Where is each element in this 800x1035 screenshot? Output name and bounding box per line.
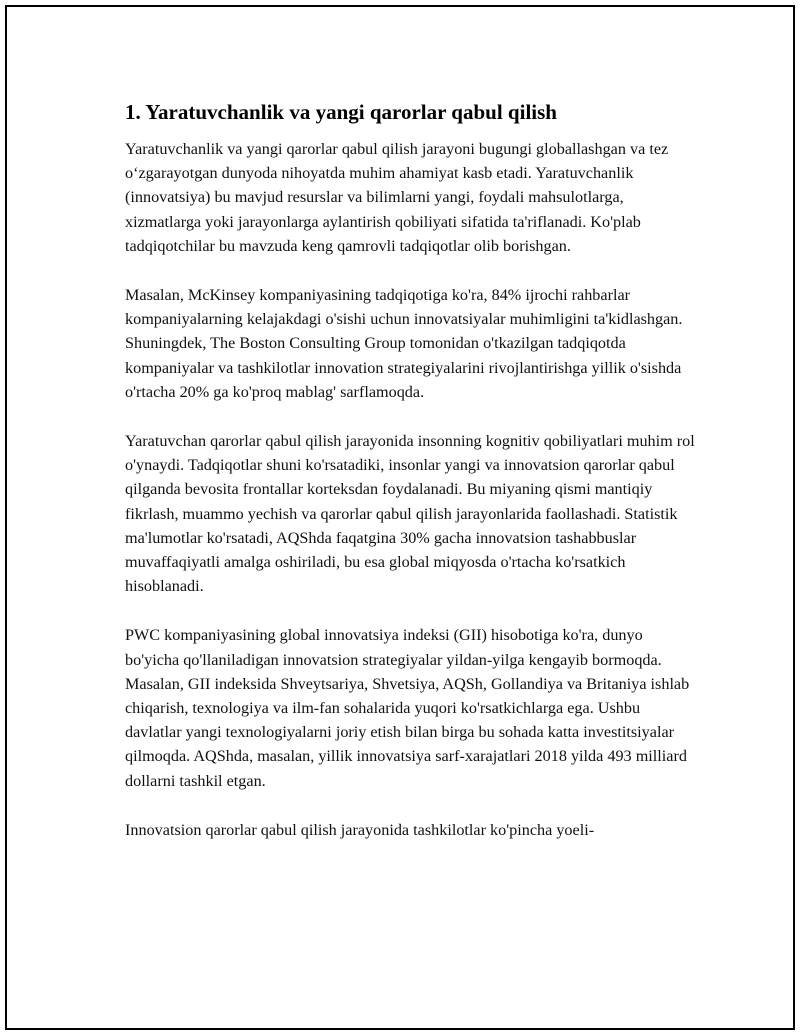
paragraph: Masalan, McKinsey kompaniyasining tadqiqotiga ko'ra, 84% ijrochi rahbarlar kompaniyalarning kelajakdagi o'sishi uchun innovatsiyalar muhimligini ta'kidlashgan. Shuningdek, The Boston Consulting Group tomonidan o'tkazilgan tadqiqotda kompaniyalar va tashkilotlar innovation strategiyalarini rivojlantirishga yillik o'sishda o'rtacha 20% ga ko'proq mablag' sarflamoqda. bbox=[125, 286, 683, 401]
section-heading: 1. Yaratuvchanlik va yangi qarorlar qabul qilish bbox=[125, 100, 557, 124]
paragraph: Yaratuvchan qarorlar qabul qilish jarayonida insonning kognitiv qobiliyatlari muhim rol o'ynaydi. Tadqiqotlar shuni ko'rsatadiki, insonlar yangi va innovatsion qarorlar qabul qilganda bevosita frontallar korteksdan foydalanadi. Bu miyaning qismi mantiqiy fikrlash, muammo yechish va qarorlar qabul qilish jarayonlarida faollashadi. Statistik ma'lumotlar ko'rsatadi, AQShda faqatgina 30% gacha innovatsion tashabbuslar muvaffaqiyatli amalga oshiriladi, bu esa global miqyosda o'rtacha ko'rsatkich hisoblanadi. bbox=[125, 432, 695, 596]
paragraph: Innovatsion qarorlar qabul qilish jarayonida tashkilotlar ko'pincha yoeli- bbox=[125, 820, 595, 839]
paragraph: PWC kompaniyasining global innovatsiya indeksi (GII) hisobotiga ko'ra, dunyo bo'yicha qo'llaniladigan innovatsion strategiyalar yildan-yilga kengayib bormoqda. Masalan, GII indeksida Shveytsariya, Shvetsiya, AQSh, Gollandiya va Britaniya ishlab chiqarish, texnologiya va ilm-fan sohalarida yuqori ko'rsatkichlarga ega. Ushbu davlatlar yangi texnologiyalarni joriy etish bilan birga bu sohada katta investitsiyalar qilmoqda. AQShda, masalan, yillik innovatsiya sarf-xarajatlari 2018 yilda 493 milliard dollarni tashkil etgan. bbox=[125, 626, 690, 790]
document-body bbox=[119, 99, 699, 842]
paragraph: Yaratuvchanlik va yangi qarorlar qabul qilish jarayoni bugungi globallashgan va tez oʻzgarayotgan dunyoda nihoyatda muhim ahamiyat kasb etadi. Yaratuvchanlik (innovatsiya) bu mavjud resurslar va bilimlarni yangi, foydali mahsulotlarga, xizmatlarga yoki jarayonlarga aylantirish qobiliyati sifatida ta'riflanadi. Ko'plab tadqiqotchilar bu mavzuda keng qamrovli tadqiqotlar olib borishgan. bbox=[125, 140, 669, 255]
page-frame bbox=[5, 5, 795, 1030]
